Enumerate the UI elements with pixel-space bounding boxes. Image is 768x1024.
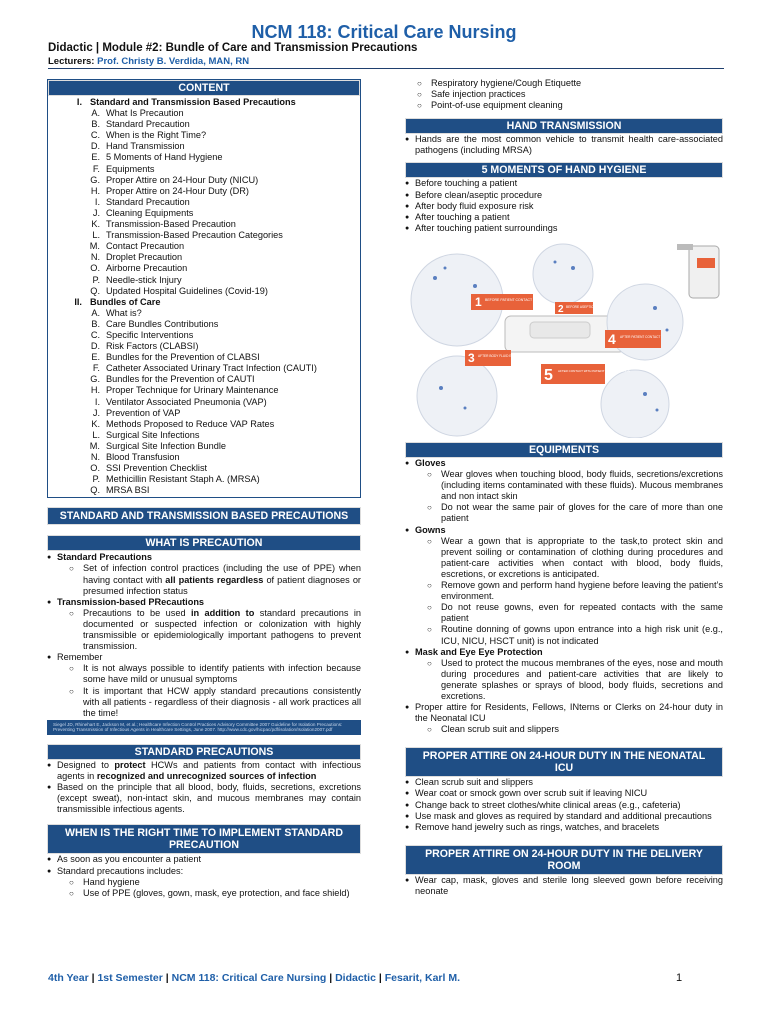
sanitizer-nozzle-icon [677, 244, 693, 250]
toc-section-title: Standard and Transmission Based Precautions [90, 97, 296, 107]
right-column-lower [405, 442, 723, 897]
toc-item-label: Droplet Precaution [106, 252, 183, 263]
toc-item-letter: H. [90, 185, 100, 196]
toc-item [54, 341, 356, 352]
toc-item-label: Cleaning Equipments [106, 207, 194, 218]
equipments-list [405, 458, 723, 735]
toc-item-label: Prevention of VAP [106, 407, 181, 418]
toc-item [54, 252, 356, 263]
moment-4-number: 4 [608, 331, 616, 347]
toc-item-letter: G. [90, 374, 100, 385]
page-title: NCM 118: Critical Care Nursing [251, 22, 517, 42]
toc-item-label: Needle-stick Injury [106, 274, 182, 285]
list-item: ● Based on the principle that all blood, body, fluids, secretions, excretions (except sweat), non-intact skin, and mucous membranes may contain transmissible infectious agents. [47, 782, 361, 815]
dr-heading: PROPER ATTIRE ON 24-HOUR DUTY IN THE DELIVERY ROOM [405, 845, 723, 875]
moment-4-label: AFTER PATIENT CONTACT [620, 335, 661, 339]
toc-item-label: Bundles for the Prevention of CLABSI [106, 352, 260, 363]
moments-block [405, 162, 723, 233]
toc-item-letter: P. [92, 274, 100, 285]
list-item: ● Transmission-based PRecautions ○ Precautions to be used in addition to standard precautions in documented or suspected infection or colonization with highly transmissible or epidemiologically important pathogens to prevent transmission. [47, 597, 361, 652]
standard-precautions-block [47, 744, 361, 815]
footer-year: 4th Year [48, 972, 89, 984]
hand-transmission-block [405, 118, 723, 156]
toc-item-letter: I. [94, 196, 100, 207]
toc-item-label: Proper Technique for Urinary Maintenance [106, 385, 279, 396]
toc-item-letter: A. [91, 108, 100, 119]
what-is-precaution-heading: WHAT IS PRECAUTION [47, 535, 361, 551]
toc-item [54, 397, 356, 408]
page-number: 1 [676, 972, 683, 984]
toc-item-label: 5 Moments of Hand Hygiene [106, 152, 223, 163]
footer: 4th Year | 1st Semester | NCM 118: Critical Care Nursing | Didactic | Fesarit, Karl M. [48, 972, 461, 984]
sanitizer-label-icon [697, 258, 715, 268]
dr-list [405, 875, 723, 897]
list-item: ○ Routine donning of gowns upon entrance into a high risk unit (e.g., ICU, NICU, HSCT unit) is not indicated [415, 624, 723, 646]
list-item: ○ Point-of-use equipment cleaning [405, 100, 723, 111]
list-item: ● After touching a patient [405, 212, 723, 223]
content-box [47, 79, 361, 498]
moments-list [405, 178, 723, 233]
moment-2-label: BEFORE ASEPTIC TASK [566, 305, 603, 309]
footer-author: Fesarit, Karl M. [384, 972, 461, 984]
toc-item [54, 230, 356, 241]
list-item: ○ Respiratory hygiene/Cough Etiquette [405, 78, 723, 89]
list-item: ● Hands are the most common vehicle to transmit health care-associated pathogens (including MRSA) [405, 134, 723, 156]
toc-item-label: Care Bundles Contributions [106, 318, 219, 329]
toc-item-label: Specific Interventions [106, 329, 194, 340]
toc-item-label: When is the Right Time? [106, 130, 207, 141]
nicu-block [405, 747, 723, 832]
when-heading: WHEN IS THE RIGHT TIME TO IMPLEMENT STANDARD PRECAUTION [47, 824, 361, 854]
toc-item-letter: M. [89, 440, 100, 451]
toc-section-number: I. [76, 97, 82, 107]
toc-item [54, 374, 356, 385]
toc-item-letter: A. [91, 307, 100, 318]
continued-list [405, 78, 723, 111]
toc-item [54, 275, 356, 286]
what-is-precaution-block [47, 535, 361, 735]
moments-heading: 5 MOMENTS OF HAND HYGIENE [405, 162, 723, 178]
list-item: ● Mask and Eye Eye Protection ○ Used to protect the mucous membranes of the eyes, nose and mouth during procedures and patient-care activities that are likely to generate splashes or sprays of blood, body fluids, secretions and excretions. [405, 647, 723, 702]
hand-transmission-heading: HAND TRANSMISSION [405, 118, 723, 134]
list-item: ● Standard Precautions ○ Set of infection control practices (including the use of PPE) when having contact with all patients regardless of patient diagnoses or presumed infection status [47, 552, 361, 596]
toc-item-letter: H. [90, 385, 100, 396]
toc-item-label: Contact Precaution [106, 241, 185, 252]
list-item: ● Standard precautions includes: ○ Hand hygiene ○ Use of PPE (gloves, gown, mask, eye protection, and face shield) [47, 866, 361, 899]
toc-item [54, 119, 356, 130]
list-item: ● Designed to protect HCWs and patients from contact with infectious agents in recognized and unrecognized sources of infection [47, 760, 361, 782]
footer-semester: 1st Semester [97, 972, 163, 984]
toc-item-letter: C. [90, 130, 100, 141]
list-item: ○ Clean scrub suit and slippers [415, 724, 723, 735]
footer-type: Didactic [335, 972, 376, 984]
toc-item-letter: J. [92, 207, 100, 218]
toc-item [54, 474, 356, 485]
moment-1-number: 1 [475, 295, 482, 309]
moment-5-circle [601, 370, 669, 438]
moment-3-label: AFTER BODY FLUID EXPOSURE RISK [478, 354, 536, 358]
list-item: ● As soon as you encounter a patient [47, 854, 361, 865]
list-item: ○ Do not reuse gowns, even for repeated contacts with the same patient [415, 602, 723, 624]
toc-item [54, 164, 356, 175]
toc-item-letter: L. [92, 230, 100, 241]
list-item: ○ Use of PPE (gloves, gown, mask, eye protection, and face shield) [57, 888, 361, 899]
toc-item-label: Methicillin Resistant Staph A. (MRSA) [106, 474, 260, 485]
toc-item-letter: G. [90, 174, 100, 185]
list-item: ○ It is not always possible to identify patients with infection because some have mild or unusual symptoms [57, 663, 361, 685]
toc-item-letter: J. [92, 407, 100, 418]
left-column [47, 79, 361, 899]
toc-item [54, 130, 356, 141]
toc-item-label: Surgical Site Infections [106, 429, 200, 440]
lecturers-name: Prof. Christy B. Verdida, MAN, RN [97, 56, 250, 67]
toc-item-label: Standard Precaution [106, 196, 190, 207]
toc-item [54, 330, 356, 341]
nicu-heading: PROPER ATTIRE ON 24-HOUR DUTY IN THE NEONATAL ICU [405, 747, 723, 777]
toc-item-label: Proper Attire on 24-Hour Duty (NICU) [106, 174, 259, 185]
toc-item-letter: M. [89, 241, 100, 252]
toc-item-letter: K. [91, 219, 100, 230]
section-heading-stp: STANDARD AND TRANSMISSION BASED PRECAUTIONS [47, 507, 361, 525]
list-item: ● Gowns ○ Wear a gown that is appropriate to the task,to protect skin and prevent soiling or contamination of clothing during procedures and patient-care activities when contact with blood, body fluids, escretions, or excretions is anticipated. ○ Remove gown and perform hand hygiene before leaving the patient’s environment. ○ Do not reuse gowns, even for repeated contacts with the same patient ○ Routine donning of gowns upon entrance into a high risk unit (e.g., ICU, NICU, HSCT unit) is not indicated [405, 525, 723, 647]
toc-item [54, 141, 356, 152]
toc-item [54, 286, 356, 297]
nicu-list [405, 777, 723, 832]
toc-item [54, 186, 356, 197]
module-subtitle: Didactic | Module #2: Bundle of Care and Transmission Precautions [48, 42, 418, 54]
equipments-heading: EQUIPMENTS [405, 442, 723, 458]
precaution-list [47, 551, 361, 718]
hand-hygiene-figure [405, 238, 723, 438]
toc-item-label: Catheter Associated Urinary Tract Infection (CAUTI) [106, 363, 317, 374]
standard-precautions-heading: STANDARD PRECAUTIONS [47, 744, 361, 760]
toc-item [54, 408, 356, 419]
toc-section-title: Bundles of Care [90, 296, 161, 307]
toc-item [54, 463, 356, 474]
toc-item-letter: B. [91, 318, 100, 329]
toc-item [54, 108, 356, 119]
toc-item-label: Hand Transmission [106, 141, 185, 152]
footer-course: NCM 118: Critical Care Nursing [171, 972, 327, 984]
list-item: ● Remember ○ It is not always possible to identify patients with infection because some have mild or unusual symptoms ○ It is important that HCW apply standard precautions consistently with all patients - regardless of their diagnosis - all work practices all the time! [47, 652, 361, 719]
toc-item [54, 263, 356, 274]
toc-item [54, 319, 356, 330]
toc-item [54, 219, 356, 230]
dr-block [405, 845, 723, 897]
patient-figure-icon [530, 322, 590, 338]
toc-item [54, 363, 356, 374]
list-item: ○ Used to protect the mucous membranes of the eyes, nose and mouth during procedures and patient-care activities that are likely to generate splashes or sprays of blood, body fluids, secretions and excretions. [415, 658, 723, 702]
moment-3-circle [417, 356, 497, 436]
moment-5-number: 5 [544, 367, 553, 384]
moment-3-number: 3 [468, 351, 475, 365]
toc-item [54, 485, 356, 496]
right-column [405, 78, 723, 234]
list-item: ● Clean scrub suit and slippers [405, 777, 723, 788]
toc-item-label: Transmission-Based Precaution [106, 219, 236, 230]
content-heading: CONTENT [48, 80, 360, 96]
moment-1-label: BEFORE PATIENT CONTACT [485, 298, 533, 302]
toc-item-letter: O. [90, 463, 100, 474]
list-item: ● Before clean/aseptic procedure [405, 190, 723, 201]
toc-item-letter: L. [92, 429, 100, 440]
moment-2-number: 2 [558, 304, 564, 315]
list-item: ○ Precautions to be used in addition to standard precautions in documented or suspected infection or colonization with highly transmissible or epidemiologically important pathogens to prevent transmission. [57, 608, 361, 652]
toc-item-label: Blood Transfusion [106, 452, 180, 462]
list-item: ○ Wear a gown that is appropriate to the task,to protect skin and prevent soiling or contamination of clothing during procedures and patient-care activities when contact with blood, body fluids, escretions, or excretions is anticipated. [415, 536, 723, 580]
toc-item-label: Risk Factors (CLABSI) [106, 341, 199, 352]
toc-item-letter: D. [90, 141, 100, 152]
toc-section-2 [54, 297, 356, 308]
citation: Siegel JD, Rhinehart E, Jackson M, et al.; Healthcare Infection Control Practices Advisory Committee 2007 Guideline for Isolation Precautions: Preventing Transmission of Infectious Agents in Healthcare Settings, June 2007. http://www.cdc.gov/hicpac/pdf/isolation/Isolation2007.pdf [47, 720, 361, 735]
toc-item-letter: P. [92, 474, 100, 485]
list-item: ○ Hand hygiene [57, 877, 361, 888]
toc-item [54, 430, 356, 441]
hand-transmission-list [405, 134, 723, 156]
list-item: ○ Do not wear the same pair of gloves for the care of more than one patient [415, 502, 723, 524]
toc-item-letter: O. [90, 263, 100, 274]
toc-item [54, 241, 356, 252]
when-block [47, 824, 361, 898]
toc-item-letter: E. [91, 152, 100, 163]
toc-item-label: What is? [106, 307, 142, 318]
list-item: ● Wear coat or smock gown over scrub suit if leaving NICU [405, 788, 723, 799]
toc-item-letter: Q. [90, 285, 100, 296]
toc-item-letter: B. [91, 119, 100, 130]
hand-hygiene-illustration [405, 238, 723, 438]
toc-item-letter: F. [92, 363, 100, 374]
sanitizer-bottle-icon [689, 246, 719, 298]
list-item: ● Remove hand jewelry such as rings, watches, and bracelets [405, 822, 723, 833]
moment-5-label: AFTER CONTACT WITH PATIENT SURROUNDINGS [558, 369, 630, 373]
lecturers-label: Lecturers: [48, 56, 95, 67]
lecturers-line [48, 56, 249, 67]
table-of-contents [48, 96, 360, 497]
toc-item [54, 208, 356, 219]
toc-item-label: Standard Precaution [106, 119, 190, 130]
toc-item [54, 385, 356, 396]
equipments-block [405, 442, 723, 735]
when-list [47, 854, 361, 898]
toc-item-letter: C. [90, 329, 100, 340]
toc-item-label: Ventilator Associated Pneumonia (VAP) [106, 396, 267, 407]
toc-item-label: SSI Prevention Checklist [106, 463, 208, 474]
toc-item-label: Surgical Site Infection Bundle [106, 440, 227, 451]
list-item: ○ Wear gloves when touching blood, body fluids, secretions/excretions (including items contaminated with these fluids). Mucous membranes and non intact skin [415, 469, 723, 502]
list-item: ○ It is important that HCW apply standard precautions consistently with all patients - regardless of their diagnosis - all work practices all the time! [57, 686, 361, 719]
toc-item-label: MRSA BSI [106, 485, 150, 496]
toc-item-letter: N. [90, 452, 100, 462]
toc-item [54, 308, 356, 319]
toc-item-letter: Q. [90, 485, 100, 496]
standard-list [47, 760, 361, 815]
toc-item-label: Equipments [106, 163, 155, 174]
toc-item [54, 197, 356, 208]
toc-item-letter: N. [90, 252, 100, 263]
toc-item-label: Methods Proposed to Reduce VAP Rates [106, 418, 275, 429]
toc-item-letter: F. [92, 163, 100, 174]
toc-item-letter: D. [90, 341, 100, 352]
toc-item [54, 419, 356, 430]
list-item: ● Gloves ○ Wear gloves when touching blood, body fluids, secretions/excretions (including items contaminated with these fluids). Mucous membranes and non intact skin ○ Do not wear the same pair of gloves for the care of more than one patient [405, 458, 723, 525]
toc-item-letter: K. [91, 418, 100, 429]
toc-item [54, 152, 356, 163]
list-item: ● After touching patient surroundings [405, 223, 723, 234]
toc-item [54, 452, 356, 463]
moment-4-circle [607, 284, 683, 360]
toc-item-letter: I. [94, 396, 100, 407]
list-item: ● Use mask and gloves as required by standard and additional precautions [405, 811, 723, 822]
list-item: ● Wear cap, mask, gloves and sterile long sleeved gown before receiving neonate [405, 875, 723, 897]
toc-item-label: What Is Precaution [106, 108, 184, 119]
toc-item-label: Updated Hospital Guidelines (Covid-19) [106, 285, 268, 296]
toc-section-1 [54, 97, 356, 108]
toc-item [54, 175, 356, 186]
toc-item-label: Proper Attire on 24-Hour Duty (DR) [106, 185, 249, 196]
list-item: ○ Safe injection practices [405, 89, 723, 100]
list-item: ● After body fluid exposure risk [405, 201, 723, 212]
header-divider [48, 68, 724, 69]
toc-section-number: II. [74, 296, 82, 307]
toc-item-label: Bundles for the Prevention of CAUTI [106, 374, 255, 385]
toc-item-letter: E. [91, 352, 100, 363]
toc-item-label: Transmission-Based Precaution Categories [106, 230, 283, 241]
list-item: ● Before touching a patient [405, 178, 723, 189]
list-item: ○ Set of infection control practices (including the use of PPE) when having contact with all patients regardless of patient diagnoses or presumed infection status [57, 563, 361, 596]
list-item: ● Proper attire for Residents, Fellows, INterns or Clerks on 24-hour duty in the Neonatal ICU ○ Clean scrub suit and slippers [405, 702, 723, 735]
toc-item-label: Airborne Precaution [106, 263, 188, 274]
toc-item [54, 352, 356, 363]
list-item: ○ Remove gown and perform hand hygiene before leaving the patient’s environment. [415, 580, 723, 602]
toc-item [54, 441, 356, 452]
list-item: ● Change back to street clothes/white clinical areas (e.g., cafeteria) [405, 800, 723, 811]
moment-2-circle [533, 244, 593, 304]
